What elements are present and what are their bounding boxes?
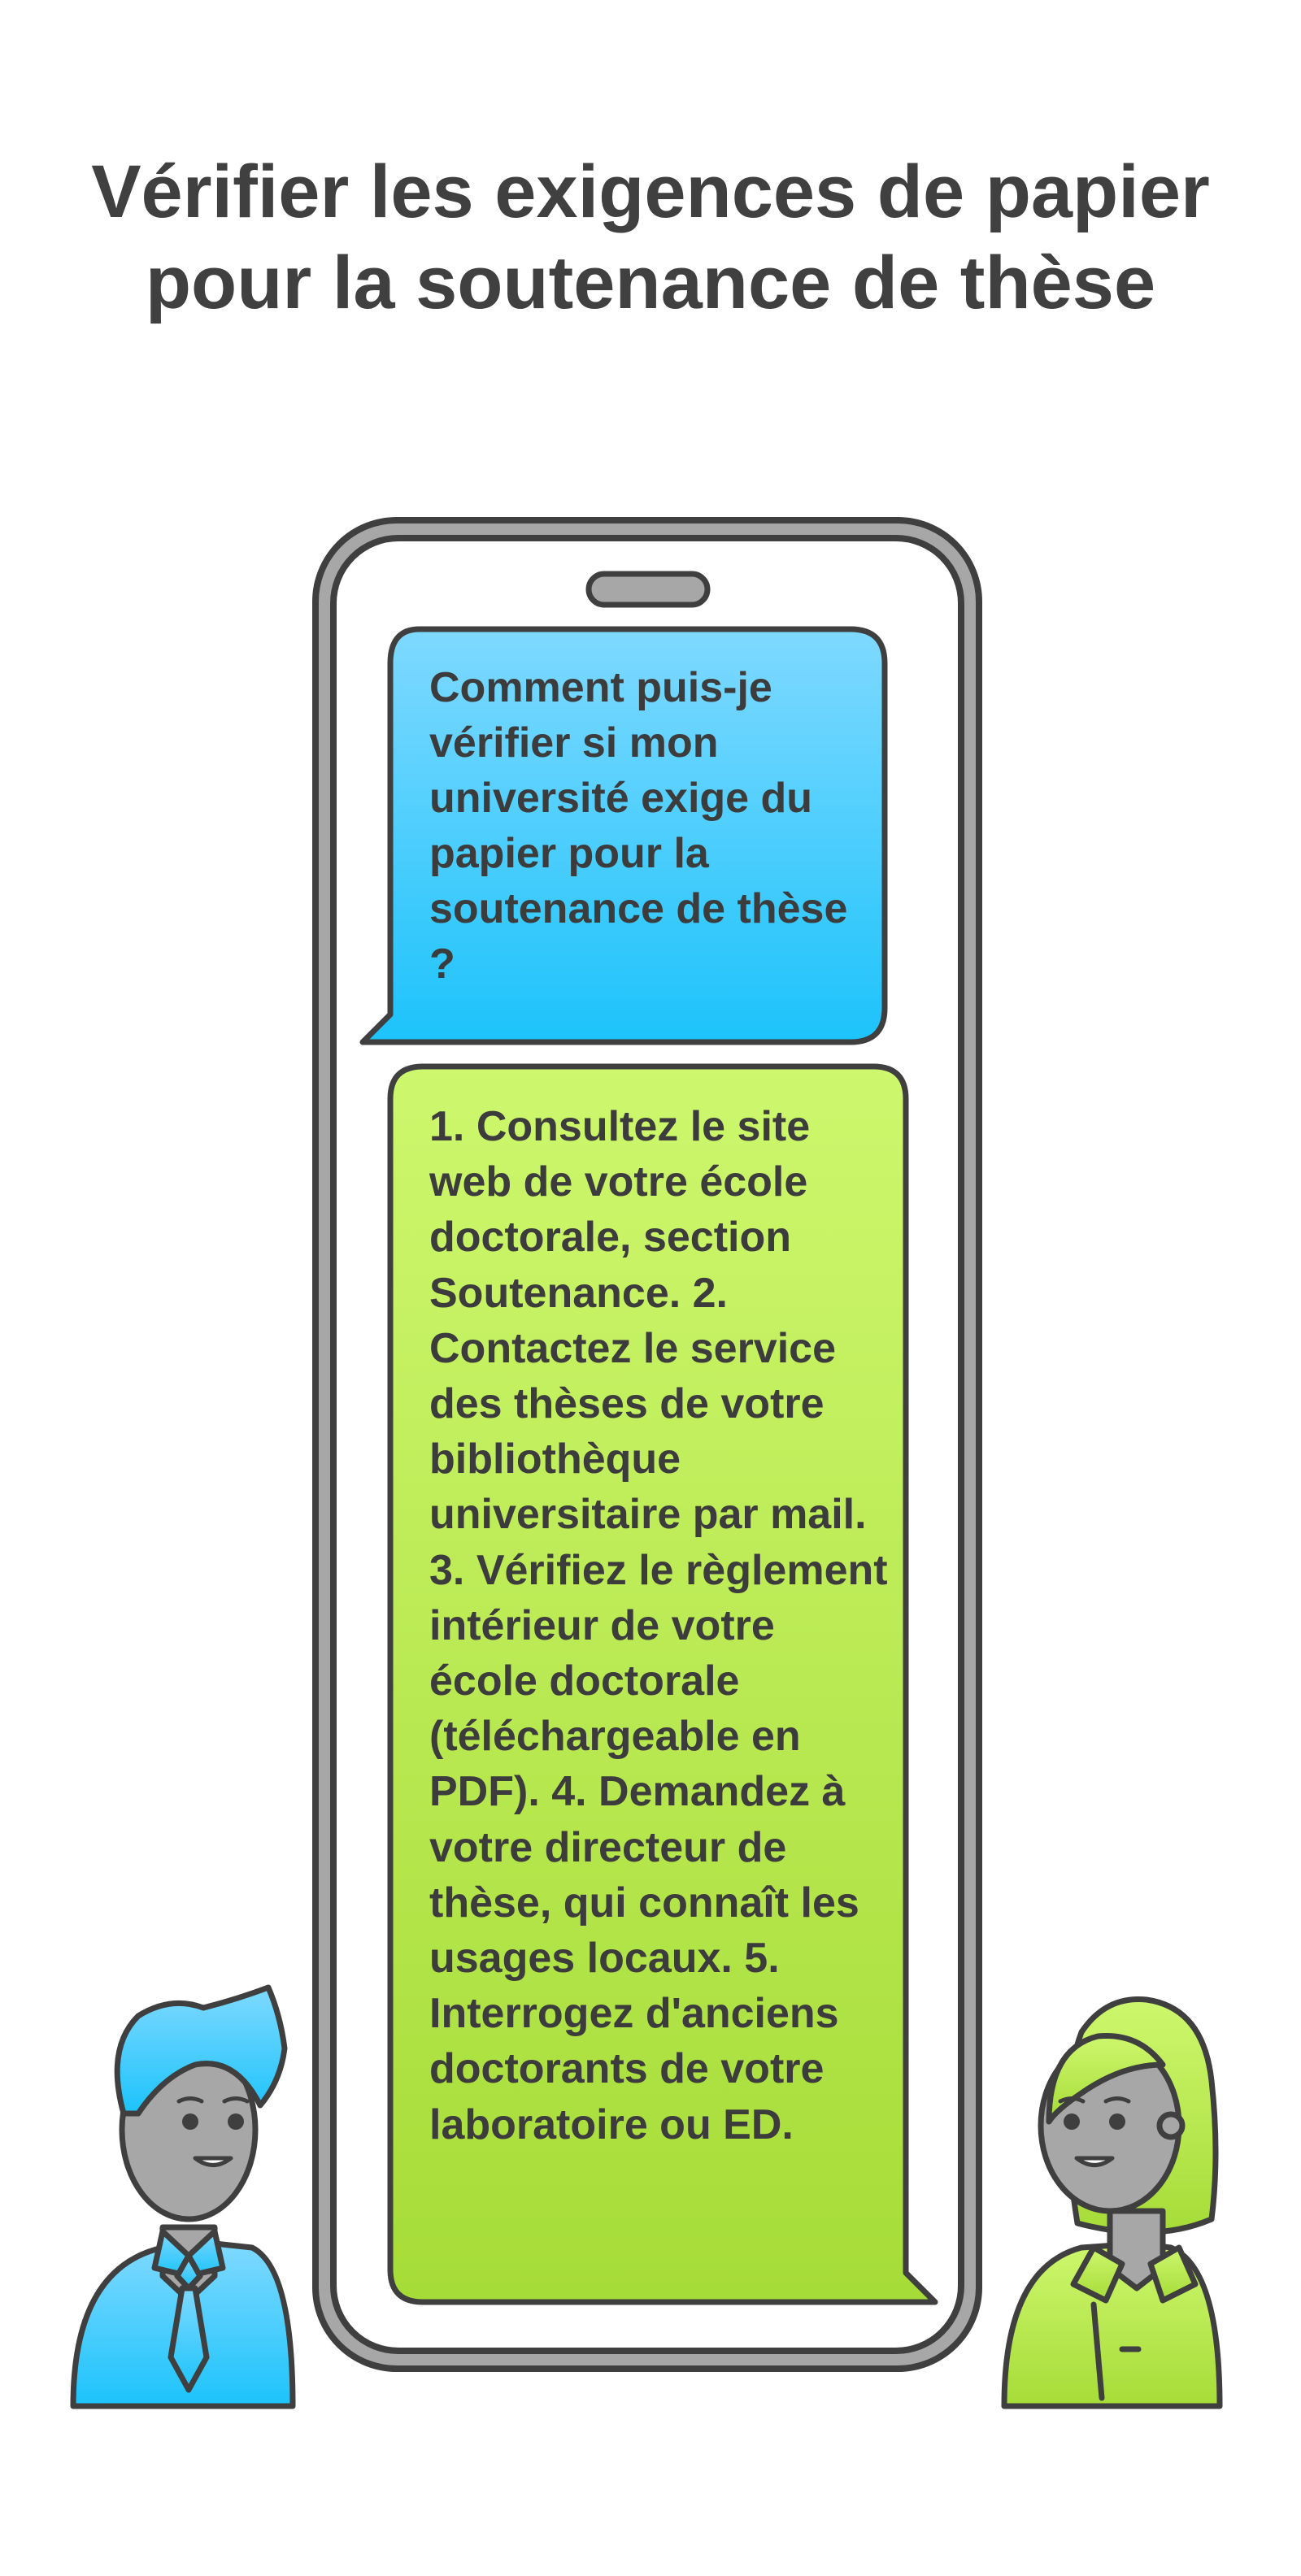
- page-title: Vérifier les exigences de papier pour la soutenance de thèse: [91, 150, 1210, 324]
- man-with-tie-icon: [73, 1987, 293, 2406]
- answer-text: 1. Consultez le site web de votre école doctorale, section Soutenance. 2. Contactez le service des thèses de votre bibliothèque universitaire par mail. 3. Vérifiez le règlement intérieur de votre école doctorale (téléchargeable en PDF). 4. Demandez à votre directeur de thèse, qui connaît les usages locaux. 5. Interrogez d'anciens doctorants de votre laboratoire ou ED.: [429, 1103, 888, 2148]
- question-text: Comment puis-je vérifier si mon université exige du papier pour la soutenance de thèse ?: [429, 664, 848, 988]
- woman-icon: [1004, 2000, 1220, 2407]
- speaker-slot: [589, 574, 707, 605]
